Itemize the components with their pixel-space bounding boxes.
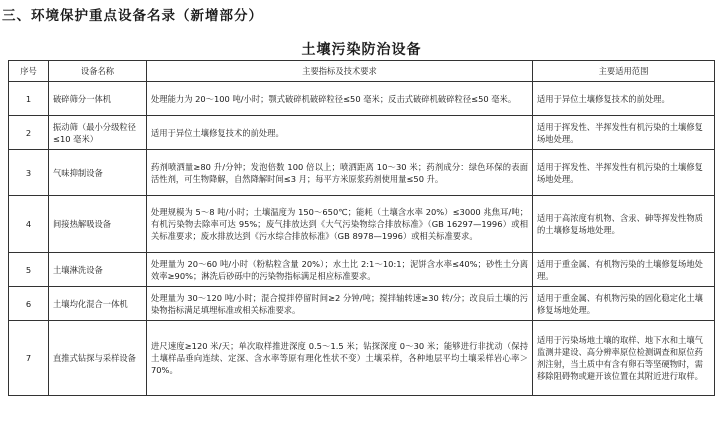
equipment-scope: 适用于重金属、有机物污染的固化稳定化土壤修复场地处理。 bbox=[533, 287, 715, 321]
table-row bbox=[9, 253, 715, 287]
equipment-name: 土壤均化混合一体机 bbox=[49, 287, 147, 321]
table-row bbox=[9, 150, 715, 196]
equipment-name: 直推式钻探与采样设备 bbox=[49, 321, 147, 396]
equipment-spec: 处理能力为 20～100 吨/小时；颚式破碎机破碎粒径≤50 毫米；反击式破碎机破碎粒径≤50 毫米。 bbox=[147, 82, 533, 116]
equipment-scope: 适用于挥发性、半挥发性有机污染的土壤修复场地处理。 bbox=[533, 150, 715, 196]
equipment-scope: 适用于高浓度有机物、含汞、砷等挥发性物质的土壤修复场地处理。 bbox=[533, 196, 715, 253]
equipment-scope: 适用于重金属、有机物污染的土壤修复场地处理。 bbox=[533, 253, 715, 287]
equipment-name: 气味抑制设备 bbox=[49, 150, 147, 196]
header-row bbox=[9, 61, 715, 82]
row-number: 1 bbox=[9, 82, 49, 116]
header-no: 序号 bbox=[9, 61, 49, 82]
equipment-name: 振动筛（最小分级粒径≤10 毫米） bbox=[49, 116, 147, 150]
header-scope: 主要适用范围 bbox=[533, 61, 715, 82]
row-number: 4 bbox=[9, 196, 49, 253]
row-number: 7 bbox=[9, 321, 49, 396]
table-title: 土壤污染防治设备 bbox=[301, 42, 422, 58]
equipment-spec: 药剂喷洒量≥80 升/分钟；发泡倍数 100 倍以上；喷洒距离 10～30 米；药剂成分：绿色环保的表面活性剂，可生物降解，自然降解时间≤3 月；每平方米原浆药剂使用量≤50 升。 bbox=[147, 150, 533, 196]
equipment-scope: 适用于挥发性、半挥发性有机污染的土壤修复场地处理。 bbox=[533, 116, 715, 150]
equipment-table bbox=[8, 60, 715, 396]
equipment-scope: 适用于异位土壤修复技术的前处理。 bbox=[533, 82, 715, 116]
equipment-spec: 适用于异位土壤修复技术的前处理。 bbox=[147, 116, 533, 150]
row-number: 3 bbox=[9, 150, 49, 196]
table-row bbox=[9, 287, 715, 321]
header-spec: 主要指标及技术要求 bbox=[147, 61, 533, 82]
header-name: 设备名称 bbox=[49, 61, 147, 82]
equipment-name: 破碎筛分一体机 bbox=[49, 82, 147, 116]
section-heading: 三、环境保护重点设备名录（新增部分） bbox=[2, 8, 263, 24]
row-number: 6 bbox=[9, 287, 49, 321]
equipment-spec: 处理量为 20～60 吨/小时（粉粘粒含量 20%）；水土比 2:1～10:1；泥饼含水率≤40%；砂性土分离效率≥90%；淋洗后砂砾中的污染物指标满足相应标准要求。 bbox=[147, 253, 533, 287]
equipment-spec: 进尺速度≥120 米/天；单次取样推进深度 0.5～1.5 米；钻探深度 0～30 米；能够进行非扰动（保持土壤样品垂向连续、定深、含水率等原有理化性状不变）土壤采样，各种地层平均土壤采样岩心率＞70%。 bbox=[147, 321, 533, 396]
equipment-spec: 处理规模为 5～8 吨/小时；土壤温度为 150～650℃；能耗（土壤含水率 20%）≤3000 兆焦耳/吨；有机污染物去除率可达 95%；废气排放达到《大气污染物综合排放标准》（GB 16297—1996）或相关标准要求；废水排放达到《污水综合排放标准》（GB 8978—1996）或相关标准要求。 bbox=[147, 196, 533, 253]
equipment-name: 土壤淋洗设备 bbox=[49, 253, 147, 287]
table-row bbox=[9, 321, 715, 396]
row-number: 5 bbox=[9, 253, 49, 287]
row-number: 2 bbox=[9, 116, 49, 150]
table-row bbox=[9, 116, 715, 150]
equipment-name: 间接热解吸设备 bbox=[49, 196, 147, 253]
equipment-scope: 适用于污染场地土壤的取样、地下水和土壤气监测井建设、高分辨率原位检测调查和原位药剂注射，当土质中有含有卵石等坚硬物时，需移除阻碍物或避开该位置在其附近进行取样。 bbox=[533, 321, 715, 396]
equipment-spec: 处理量为 30～120 吨/小时；混合搅拌停留时间≥2 分钟/吨；搅拌轴转速≥30 转/分；改良后土壤的污染物指标满足填埋标准或相关标准要求。 bbox=[147, 287, 533, 321]
table-row bbox=[9, 196, 715, 253]
table-row bbox=[9, 82, 715, 116]
